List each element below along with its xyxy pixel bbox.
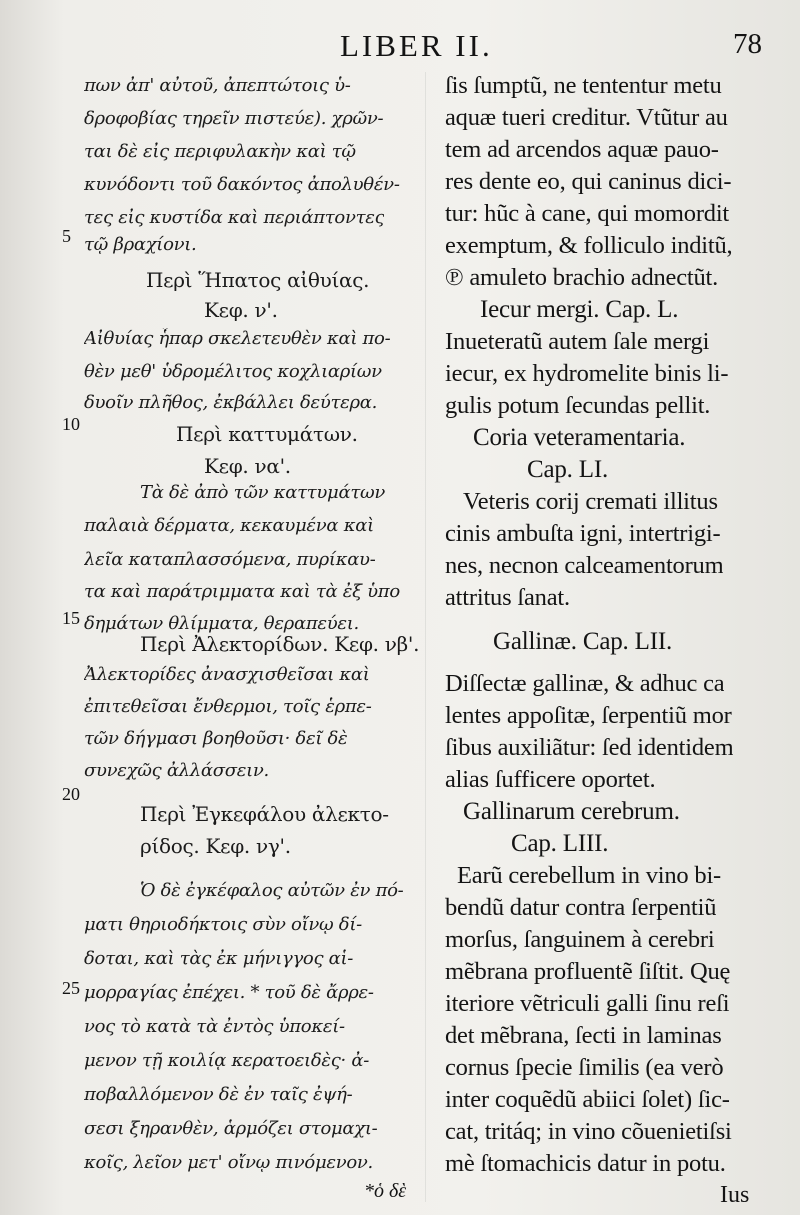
latin-line: aquæ tueri creditur. Vtũtur au (445, 104, 728, 131)
latin-line: morſus, ſanguinem à cerebri (445, 926, 715, 953)
greek-chapter: Κεφ. ν'. (204, 298, 278, 322)
latin-line: iecur, ex hydromelite binis li- (445, 360, 729, 387)
latin-line: ℗ amuleto brachio adnectũt. (445, 264, 719, 291)
greek-line: λεῖα καταπλασσόμενα, πυρίκαυ- (84, 549, 376, 570)
greek-line: τῷ βραχίονι. (84, 234, 197, 255)
greek-line: σεσι ξηρανθὲν, ἁρμόζει στομαχι- (84, 1118, 378, 1139)
latin-heading: Coria veteramentaria. (473, 424, 686, 451)
latin-line: tur: hũc à cane, qui momordit (445, 200, 730, 227)
greek-line: κυνόδοντι τοῦ δακόντος ἀπολυθέν- (84, 174, 400, 195)
latin-line: Inueteratũ autem ſale mergi (445, 328, 710, 355)
latin-line: ſibus auxiliãtur: ſed identidem (445, 734, 734, 761)
page-number: 78 (733, 28, 762, 60)
column-divider (425, 72, 426, 1202)
greek-line: τα καὶ παράτριμματα καὶ τὰ ἐξ ὑπο (84, 581, 400, 602)
greek-line: τῶν δήγμασι βοηθοῦσι· δεῖ δὲ (84, 728, 348, 749)
greek-line: Ὁ δὲ ἐγκέφαλος αὐτῶν ἐν πό- (140, 880, 404, 901)
greek-line: δροφοβίας τηρεῖν πιστεύε). χρῶν- (84, 108, 384, 129)
greek-heading: Περὶ Ἀλεκτορίδων. Κεφ. νβ'. (140, 632, 420, 656)
latin-line: cinis ambuſta igni, intertrigi- (445, 520, 721, 547)
latin-line: lentes appoſitæ, ſerpentiũ mor (445, 702, 732, 729)
greek-chapter: Κεφ. να'. (204, 454, 291, 478)
latin-line: Veteris corij cremati illitus (463, 488, 718, 515)
latin-catchword: Ius (720, 1182, 750, 1208)
latin-chapter: Cap. LIII. (511, 830, 609, 857)
greek-line: κοῖς, λεῖον μετ' οἴνῳ πινόμενον. (84, 1152, 373, 1173)
latin-line: det mẽbrana, ſecti in laminas (445, 1022, 722, 1049)
greek-heading: ρίδος. Κεφ. νγ'. (140, 834, 291, 858)
greek-line: δοται, καὶ τὰς ἐκ μήνιγγος αἱ- (84, 948, 354, 969)
latin-line: Diſſectæ gallinæ, & adhuc ca (445, 670, 725, 697)
running-head (0, 28, 800, 68)
greek-line: μορραγίας ἐπέχει. * τοῦ δὲ ἄρρε- (84, 982, 374, 1003)
greek-heading: Περὶ Ἐγκεφάλου ἀλεκτο- (140, 802, 389, 826)
latin-line: ſis ſumptũ, ne tententur metu (445, 72, 722, 99)
latin-line: attritus ſanat. (445, 584, 570, 611)
greek-heading: Περὶ καττυμάτων. (176, 422, 358, 446)
latin-line: gulis potum ſecundas pellit. (445, 392, 711, 419)
greek-line: Αἰθυίας ἧπαρ σκελετευθὲν καὶ πο- (84, 328, 391, 349)
greek-line: νος τὸ κατὰ τὰ ἐντὸς ὑποκεί- (84, 1016, 345, 1037)
latin-line: cornus ſpecie ſimilis (ea verò (445, 1054, 724, 1081)
greek-line: πων ἀπ' αὐτοῦ, ἀπεπτώτοις ὑ- (84, 75, 351, 96)
greek-line: ται δὲ εἰς περιφυλακὴν καὶ τῷ (84, 141, 356, 162)
latin-line: tem ad arcendos aquæ pauo- (445, 136, 719, 163)
latin-heading: Gallinæ. Cap. LII. (493, 628, 673, 655)
latin-line: bendũ datur contra ſerpentiũ (445, 894, 717, 921)
latin-heading: Gallinarum cerebrum. (463, 798, 680, 825)
greek-catchword: *ὁ δὲ (364, 1180, 407, 1202)
greek-line: δημάτων θλίμματα, θεραπεύει. (84, 613, 359, 634)
line-number: 10 (62, 414, 80, 434)
greek-line: θὲν μεθ' ὑδρομέλιτος κοχλιαρίων (84, 361, 382, 382)
latin-heading: Iecur mergi. Cap. L. (480, 296, 679, 323)
latin-line: res dente eo, qui caninus dici- (445, 168, 732, 195)
greek-line: τες εἰς κυστίδα καὶ περιάπτοντες (84, 207, 385, 228)
greek-line: Ἀλεκτορίδες ἀνασχισθεῖσαι καὶ (84, 664, 370, 685)
latin-line: mẽbrana profluentẽ ſiſtit. Quę (445, 958, 731, 985)
latin-line: inter coquẽdũ abiici ſolet) ſic- (445, 1086, 730, 1113)
latin-line: exemptum, & folliculo inditũ, (445, 232, 733, 259)
latin-line: Earũ cerebellum in vino bi- (457, 862, 722, 889)
latin-line: iteriore vẽtriculi galli ſinu reſi (445, 990, 730, 1017)
line-number: 20 (62, 784, 80, 804)
greek-line: ποβαλλόμενον δὲ ἐν ταῖς ἐψή- (84, 1084, 353, 1105)
greek-heading: Περὶ Ἥπατος αἰθυίας. (146, 268, 370, 292)
greek-line: δυοῖν πλῆθος, ἐκβάλλει δεύτερα. (84, 392, 378, 413)
latin-line: nes, necnon calceamentorum (445, 552, 724, 579)
line-number: 5 (62, 226, 71, 246)
greek-line: μενον τῇ κοιλίᾳ κερατοειδὲς· ἀ- (84, 1050, 369, 1071)
greek-line: παλαιὰ δέρματα, κεκαυμένα καὶ (84, 515, 374, 536)
latin-line: alias ſufficere oportet. (445, 766, 656, 793)
greek-line: συνεχῶς ἀλλάσσειν. (84, 760, 269, 781)
line-number: 25 (62, 978, 80, 998)
greek-line: ματι θηριοδήκτοις σὺν οἴνῳ δί- (84, 914, 362, 935)
latin-chapter: Cap. LI. (527, 456, 609, 483)
latin-line: cat, tritáq; in vino cõuenietiſsi (445, 1118, 732, 1145)
greek-line: ἐπιτεθεῖσαι ἔνθερμοι, τοῖς ἑρπε- (84, 696, 372, 717)
latin-line: mè ſtomachicis datur in potu. (445, 1150, 726, 1177)
running-title: LIBER II. (340, 28, 493, 63)
greek-line: Τὰ δὲ ἀπὸ τῶν καττυμάτων (140, 482, 385, 503)
line-number: 15 (62, 608, 80, 628)
